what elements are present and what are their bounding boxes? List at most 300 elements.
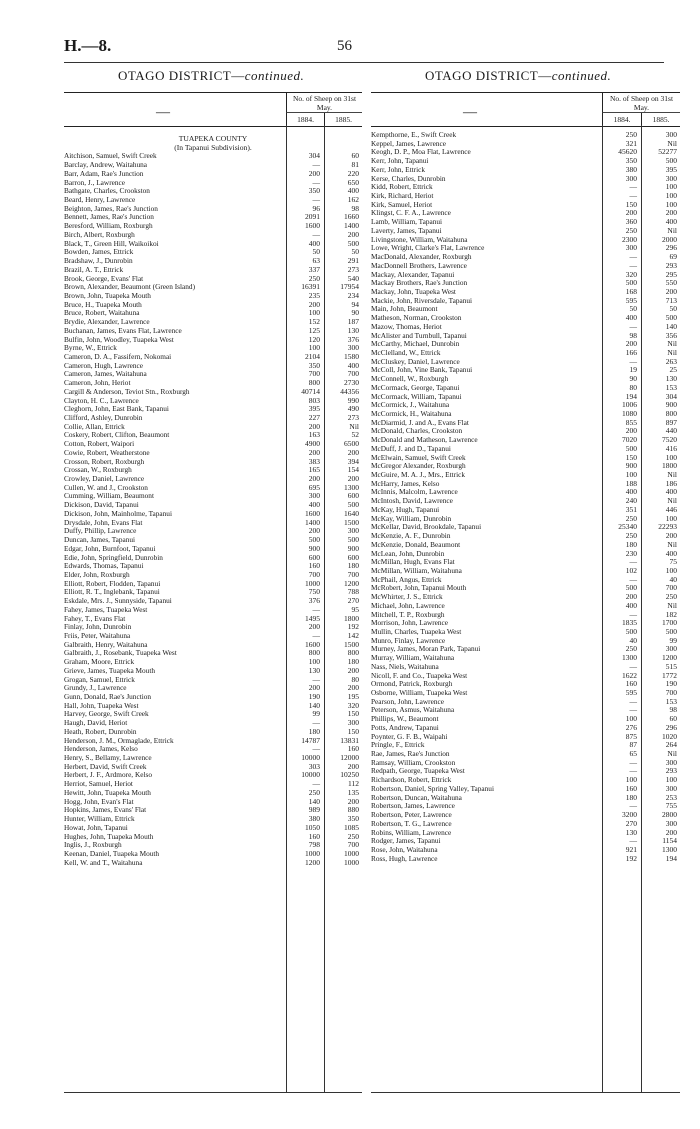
page-number: 56	[337, 38, 352, 54]
sheep-1885: 13831	[340, 735, 359, 745]
sheep-1884: 130	[625, 827, 637, 837]
sheep-1884: 1835	[622, 618, 637, 628]
sheep-1885: 40	[669, 574, 677, 584]
sheep-1885: 22293	[658, 522, 677, 532]
owner-name: Keppel, James, Lawrence	[371, 138, 446, 148]
sheep-1885: 270	[347, 596, 359, 606]
sheep-1884: 1080	[622, 409, 637, 418]
sheep-1884: 304	[308, 151, 320, 161]
section-title: TUAPEKA COUNTY	[178, 134, 248, 143]
owner-name: Fahey, T., Evans Flat	[64, 613, 126, 623]
owner-name: Robins, William, Lawrence	[371, 827, 452, 837]
owner-name: McDonald, Charles, Crookston	[371, 426, 463, 436]
sheep-1885: 990	[347, 395, 359, 405]
right-year-1885-header: 1885.	[641, 113, 680, 126]
sheep-1885: 700	[347, 840, 359, 850]
sheep-1884: 190	[308, 692, 320, 701]
sheep-1885: 194	[665, 853, 677, 863]
sheep-1885: 81	[351, 160, 359, 170]
sheep-1885: 600	[347, 552, 359, 562]
owner-name: Rae, James, Rae's Junction	[371, 749, 450, 759]
owner-name: Heath, Robert, Dunrobin	[64, 726, 137, 736]
owner-name: Cleghorn, John, East Bank, Tapanui	[64, 404, 169, 414]
sheep-1884: —	[312, 674, 320, 684]
owner-name: Mullin, Charles, Tuapeka West	[371, 626, 462, 636]
sheep-1884: 395	[308, 404, 320, 414]
sheep-1884: 900	[308, 543, 320, 553]
owner-name: McKay, Hugh, Tapanui	[371, 504, 440, 514]
sheep-1884: 500	[625, 583, 637, 593]
sheep-1884: 500	[308, 535, 320, 545]
sheep-1885: 1085	[344, 822, 359, 832]
sheep-1884: 276	[625, 722, 637, 732]
sheep-1885: 150	[347, 726, 359, 736]
sheep-1885: 295	[665, 269, 677, 279]
sheep-1885: 400	[665, 217, 677, 227]
sheep-1884: 380	[625, 164, 637, 174]
sheep-1885: 234	[347, 290, 359, 300]
sheep-1885: 1300	[344, 482, 359, 492]
sheep-1884: 300	[625, 173, 637, 183]
owner-name: Cowie, Robert, Weatherstone	[64, 447, 150, 457]
sheep-1884: —	[312, 604, 320, 614]
sheep-1884: 100	[308, 343, 320, 353]
sheep-1885: 550	[665, 278, 677, 288]
owner-name: Michael, John, Lawrence	[371, 600, 445, 610]
sheep-1885: 416	[665, 443, 677, 453]
owner-name: Henry, S., Bellamy, Lawrence	[64, 753, 152, 763]
owner-name: Clayton, H. C., Lawrence	[64, 395, 139, 405]
sheep-1884: 188	[625, 478, 637, 488]
sheep-1885: 200	[347, 474, 359, 484]
owner-name: Black, T., Green Hill, Waikoikoi	[64, 238, 159, 248]
right-sheep-count-header: No. of Sheep on 31st May.	[602, 93, 680, 113]
sheep-1884: —	[312, 229, 320, 239]
owner-name: Mackay Brothers, Rae's Junction	[371, 278, 468, 288]
sheep-1885: 755	[665, 801, 677, 811]
sheep-1885: 162	[347, 195, 359, 205]
sheep-1884: —	[312, 630, 320, 640]
sheep-1885: 500	[347, 500, 359, 510]
sheep-1884: 100	[308, 308, 320, 318]
right-heading-continued: continued.	[551, 68, 612, 83]
sheep-1884: 200	[308, 421, 320, 431]
sheep-1884: 303	[308, 761, 320, 771]
sheep-1885: 130	[347, 325, 359, 335]
top-rule	[64, 62, 664, 63]
owner-name: Bennett, James, Rae's Junction	[64, 212, 154, 222]
owner-name: Bruce, H., Tuapeka Mouth	[64, 299, 142, 309]
owner-name: Henderson, J. M., Ormaglade, Ettrick	[64, 735, 174, 745]
sheep-1885: 1700	[662, 618, 677, 628]
owner-name: Aitchison, Samuel, Swift Creek	[64, 151, 157, 161]
left-table-body	[64, 127, 362, 867]
sheep-1884: 803	[308, 395, 320, 405]
right-table-header	[371, 92, 680, 127]
sheep-1884: 16391	[301, 282, 320, 292]
owner-name: Richardson, Robert, Ettrick	[371, 775, 452, 785]
sheep-1884: 2300	[622, 234, 637, 244]
owner-name: Collie, Allan, Ettrick	[64, 421, 125, 431]
owner-name: Mackay, John, Tuapeka West	[371, 286, 456, 296]
sheep-1884: 250	[625, 513, 637, 523]
owner-name: Matheson, Norman, Crookston	[371, 313, 462, 323]
sheep-1884: 1600	[305, 221, 320, 231]
owner-name: Brook, George, Evans' Flat	[64, 273, 144, 283]
sheep-1885: 291	[347, 256, 359, 266]
owner-name: Robertson, T. G., Lawrence	[371, 818, 452, 828]
sheep-1885: 2000	[662, 234, 677, 244]
owner-name: Galbraith, Henry, Waitahuna	[64, 639, 148, 649]
sheep-1885: 713	[665, 295, 677, 305]
sheep-1884: 194	[625, 391, 637, 401]
owner-name: Potts, Andrew, Tapanui	[371, 722, 439, 732]
sheep-1885: 1500	[344, 517, 359, 527]
sheep-1885: 75	[669, 557, 677, 567]
sheep-1884: 350	[625, 156, 637, 166]
sheep-1885: Nil	[349, 421, 359, 431]
sheep-1884: 19	[629, 365, 637, 375]
owner-name: Cullen, W. and J., Crookston	[64, 482, 148, 492]
owner-name: McMillan, William, Waitahuna	[371, 565, 462, 575]
sheep-1885: 540	[347, 273, 359, 283]
sheep-1884: 240	[625, 496, 637, 506]
sheep-1884: 1000	[305, 848, 320, 858]
owner-name: McKenzie, A. F., Dunrobin	[371, 531, 451, 541]
owner-name: Buchanan, James, Evans Flat, Lawrence	[64, 325, 182, 335]
sheep-1884: 4900	[305, 439, 320, 449]
owner-name: Robertson, Duncan, Waitahuna	[371, 792, 462, 802]
sheep-1884: 800	[308, 648, 320, 658]
sheep-1885: 293	[665, 766, 677, 776]
sheep-1884: —	[629, 191, 637, 201]
sheep-1884: 100	[308, 657, 320, 667]
sheep-1884: 700	[308, 369, 320, 379]
left-name-column-header: —	[156, 105, 170, 120]
sheep-1885: 150	[347, 709, 359, 719]
owner-name: McKay, William, Dunrobin	[371, 513, 452, 523]
owner-name: Edwards, Thomas, Tapanui	[64, 561, 144, 571]
owner-name: Kirk, Richard, Heriot	[371, 191, 434, 201]
sheep-1885: 1400	[344, 221, 359, 231]
owner-name: Barclay, Andrew, Waitahuna	[64, 160, 148, 170]
owner-name: Cargill & Anderson, Teviot Stn., Roxburgh	[64, 386, 190, 396]
owner-name: Edie, John, Springfield, Dunrobin	[64, 552, 163, 562]
sheep-1884: —	[629, 252, 637, 262]
owner-name: Mitchell, T. P., Roxburgh	[371, 609, 445, 619]
owner-name: McClelland, W., Ettrick	[371, 347, 441, 357]
sheep-1885: 1500	[344, 639, 359, 649]
owner-name: Brydie, Alexander, Lawrence	[64, 317, 150, 327]
sheep-1884: 50	[629, 304, 637, 314]
owner-name: Nicoll, F. and Co., Tuapeka West	[371, 670, 468, 680]
owner-name: McRobert, John, Tapanui Mouth	[371, 583, 467, 593]
sheep-1884: 25340	[618, 522, 637, 532]
sheep-1885: 50	[669, 304, 677, 314]
sheep-1884: 120	[308, 334, 320, 344]
sheep-1885: 7520	[662, 435, 677, 445]
sheep-1885: Nil	[667, 749, 677, 759]
sheep-1884: 351	[625, 504, 637, 514]
sheep-1884: —	[629, 321, 637, 331]
sheep-1885: 650	[347, 177, 359, 187]
sheep-1884: 200	[308, 447, 320, 457]
sheep-1885: 800	[347, 648, 359, 658]
sheep-1884: 227	[308, 413, 320, 422]
sheep-1884: 900	[625, 461, 637, 471]
sheep-1884: —	[629, 836, 637, 846]
owner-name: Ramsay, William, Crookston	[371, 757, 456, 767]
sheep-1884: 150	[625, 199, 637, 209]
sheep-1885: 1660	[344, 212, 359, 222]
owner-name: Grieve, James, Tuapeka Mouth	[64, 665, 155, 675]
sheep-1884: 1000	[305, 578, 320, 588]
sheep-1884: 360	[625, 217, 637, 227]
owner-name: Pearson, John, Lawrence	[371, 696, 444, 706]
sheep-1885: 300	[665, 818, 677, 828]
table-bottom-rule	[64, 1092, 362, 1093]
sheep-1885: Nil	[667, 225, 677, 235]
owner-name: Elder, John, Roxburgh	[64, 569, 130, 579]
owner-name: McCormack, George, Tapanui	[371, 382, 460, 392]
owner-name: Brown, Alexander, Beaumont (Green Island)	[64, 282, 196, 292]
sheep-1884: 989	[308, 805, 320, 815]
owner-name: McMillan, Hugh, Evans Flat	[371, 557, 455, 567]
owner-name: Murney, James, Moran Park, Tapanui	[371, 644, 481, 654]
sheep-1885: 250	[665, 592, 677, 602]
sheep-1884: 96	[312, 203, 320, 213]
sheep-1885: 788	[347, 587, 359, 597]
owner-name: Hogg, John, Evan's Flat	[64, 796, 134, 806]
sheep-1885: 400	[347, 360, 359, 370]
owner-name: Barr, Adam, Rae's Junction	[64, 168, 144, 178]
sheep-1885: 1772	[662, 670, 677, 680]
sheep-1884: 270	[625, 818, 637, 828]
sheep-1885: Nil	[667, 347, 677, 357]
sheep-1885: 140	[665, 321, 677, 331]
sheep-1885: 142	[347, 630, 359, 640]
sheep-1885: 264	[665, 740, 677, 750]
sheep-1885: 200	[665, 531, 677, 541]
sheep-1884: 200	[625, 592, 637, 602]
sheep-1884: 180	[308, 726, 320, 736]
right-table	[371, 92, 680, 1092]
sheep-1884: 595	[625, 295, 637, 305]
owner-name: Herriot, Samuel, Heriot	[64, 779, 133, 789]
sheep-1884: 250	[625, 225, 637, 235]
sheep-1884: 230	[625, 548, 637, 558]
owner-name: Brazil, A. T., Ettrick	[64, 264, 124, 274]
sheep-1885: 700	[665, 688, 677, 697]
owner-name: McElwain, Samuel, Swift Creek	[371, 452, 466, 462]
owner-name: McGuire, M. A. J., Mrs., Ettrick	[371, 470, 466, 480]
sheep-1884: 180	[625, 539, 637, 549]
sheep-1884: 160	[625, 783, 637, 793]
owner-name: Rose, John, Waitahuna	[371, 844, 438, 854]
sheep-1885: 6500	[344, 439, 359, 449]
owner-name: Ross, Hugh, Lawrence	[371, 853, 438, 863]
sheep-1885: 100	[665, 199, 677, 209]
sheep-1884: 1200	[305, 857, 320, 867]
sheep-1885: 153	[665, 696, 677, 706]
column-rule	[602, 125, 603, 1092]
right-table-body	[371, 127, 680, 863]
sheep-1885: 1154	[662, 836, 677, 846]
sheep-1885: 190	[665, 679, 677, 689]
sheep-1885: 515	[665, 661, 677, 671]
sheep-1884: 500	[625, 443, 637, 453]
sheep-1885: 296	[665, 243, 677, 253]
owner-name: Hopkins, James, Evans' Flat	[64, 805, 147, 815]
owner-name: Phillips, W., Beaumont	[371, 714, 439, 724]
sheep-1885: Nil	[667, 138, 677, 148]
sheep-1885: 1300	[662, 844, 677, 854]
owner-name: Livingstone, William, Waitahuna	[371, 234, 468, 244]
sheep-1884: 200	[308, 299, 320, 309]
sheep-1884: 321	[625, 138, 637, 148]
sheep-1884: 87	[629, 740, 637, 750]
sheep-1885: 273	[347, 413, 359, 422]
sheep-1884: 200	[308, 622, 320, 632]
sheep-1885: 1640	[344, 508, 359, 518]
sheep-1885: 180	[347, 561, 359, 571]
sheep-1884: 800	[308, 378, 320, 388]
sheep-1884: 400	[625, 313, 637, 323]
owner-name: Pringle, F., Ettrick	[371, 740, 425, 750]
sheep-1884: 200	[625, 339, 637, 349]
owner-name: Inglis, J., Roxburgh	[64, 840, 122, 850]
sheep-1885: 69	[669, 252, 677, 262]
owner-name: Hunter, William, Ettrick	[64, 814, 135, 824]
sheep-1884: 695	[308, 482, 320, 492]
sheep-1884: 140	[308, 796, 320, 806]
sheep-1884: 1400	[305, 517, 320, 527]
sheep-1884: —	[312, 160, 320, 170]
owner-name: McDonald and Matheson, Lawrence	[371, 435, 478, 445]
sheep-1884: 160	[308, 561, 320, 571]
sheep-1885: 2800	[662, 810, 677, 820]
owner-name: Robertson, Peter, Lawrence	[371, 810, 452, 820]
sheep-1884: 166	[625, 347, 637, 357]
sheep-1885: 200	[665, 827, 677, 837]
owner-name: Beighton, James, Rae's Junction	[64, 203, 158, 213]
owner-name: Fahey, James, Tuapeka West	[64, 604, 148, 614]
sheep-1884: —	[312, 195, 320, 205]
owner-name: Kerr, John, Tapanui	[371, 156, 429, 166]
sheep-1884: 350	[308, 360, 320, 370]
sheep-1884: 200	[308, 474, 320, 484]
owner-name: Brown, John, Tuapeka Mouth	[64, 290, 151, 300]
sheep-1884: 1622	[622, 670, 637, 680]
sheep-1885: 800	[665, 409, 677, 418]
sheep-1885: 1580	[344, 351, 359, 361]
owner-name: Rodger, James, Tapanui	[371, 836, 441, 846]
sheep-1884: 100	[625, 775, 637, 785]
sheep-1885: 200	[347, 683, 359, 693]
sheep-1884: —	[629, 260, 637, 270]
owner-name: Peterson, Asmus, Waitahuna	[371, 705, 455, 715]
sheep-1884: 250	[308, 273, 320, 283]
sheep-1885: 200	[347, 761, 359, 771]
sheep-1884: 855	[625, 417, 637, 427]
sheep-1885: 700	[347, 369, 359, 379]
right-year-1884-header: 1884.	[602, 113, 641, 126]
owner-name: McInnis, Malcolm, Lawrence	[371, 487, 458, 497]
owner-name: Finlay, John, Dunrobin	[64, 622, 132, 632]
sheep-1884: 163	[308, 430, 320, 440]
sheep-1885: 112	[348, 779, 359, 789]
table-row	[64, 859, 362, 868]
sheep-1884: 63	[312, 256, 320, 266]
sheep-1885: 500	[665, 156, 677, 166]
owner-name: Robertson, Daniel, Spring Valley, Tapanui	[371, 783, 494, 793]
owner-name: Keogh, D. P., Moa Flat, Lawrence	[371, 147, 471, 157]
sheep-1884: 600	[308, 552, 320, 562]
owner-name: Redpath, George, Tuapeka West	[371, 766, 465, 776]
table-row	[371, 855, 680, 864]
owner-name: McDuff, J. and D., Tapanui	[371, 443, 451, 453]
owner-name: McCarthy, Michael, Dunrobin	[371, 339, 460, 349]
sheep-1884: 250	[625, 644, 637, 654]
owner-name: Cotton, Robert, Waipori	[64, 439, 135, 449]
owner-name: MacDonald, Alexander, Roxburgh	[371, 252, 472, 262]
owner-name: McDiarmid, J. and A., Evans Flat	[371, 417, 469, 427]
sheep-1884: 250	[625, 531, 637, 541]
sheep-1884: 14787	[301, 735, 320, 745]
left-heading-text: OTAGO DISTRICT—	[118, 68, 245, 83]
owner-name: Eskdale, Mrs. J., Sunnyside, Tapanui	[64, 596, 172, 606]
sheep-1884: 168	[625, 286, 637, 296]
sheep-1884: 1006	[622, 400, 637, 410]
owner-name: Herbert, J. F., Ardmore, Kelso	[64, 770, 152, 780]
sheep-1885: 376	[347, 334, 359, 344]
owner-name: Cameron, John, Heriot	[64, 378, 131, 388]
sheep-1885: 200	[665, 286, 677, 296]
sheep-1884: 90	[629, 374, 637, 384]
sheep-1884: 165	[308, 465, 320, 475]
sheep-1884: 921	[625, 844, 637, 854]
sheep-1884: 1600	[305, 508, 320, 518]
sheep-1884: 102	[625, 565, 637, 575]
sheep-1885: 400	[347, 186, 359, 196]
table-bottom-rule	[371, 1092, 680, 1093]
sheep-1885: 263	[665, 356, 677, 366]
owner-name: Beard, Henry, Lawrence	[64, 195, 136, 205]
sheep-1885: 1020	[662, 731, 677, 741]
sheep-1884: 383	[308, 456, 320, 466]
sheep-1885: 250	[347, 831, 359, 841]
sheep-1885: 98	[669, 705, 677, 715]
sheep-1884: 98	[629, 330, 637, 340]
sheep-1885: 98	[351, 203, 359, 213]
owner-name: Elliott, R. T., Inglebank, Tapanui	[64, 587, 160, 597]
sheep-1884: 10000	[301, 770, 320, 780]
sheep-1884: 200	[308, 526, 320, 536]
owner-name: Munro, Finlay, Lawrence	[371, 635, 446, 645]
owner-name: Birch, Albert, Roxburgh	[64, 229, 135, 239]
owner-name: McIntosh, David, Lawrence	[371, 496, 453, 506]
sheep-1884: 300	[308, 491, 320, 501]
owner-name: Drysdale, John, Evans Flat	[64, 517, 143, 527]
sheep-1885: 52277	[658, 147, 677, 157]
sheep-1885: 900	[665, 400, 677, 410]
sheep-1884: 200	[308, 683, 320, 693]
sheep-1885: 50	[351, 247, 359, 257]
sheep-1884: 2104	[305, 351, 320, 361]
sheep-1885: 300	[665, 783, 677, 793]
sheep-1885: Nil	[667, 470, 677, 480]
sheep-1885: 400	[665, 548, 677, 558]
